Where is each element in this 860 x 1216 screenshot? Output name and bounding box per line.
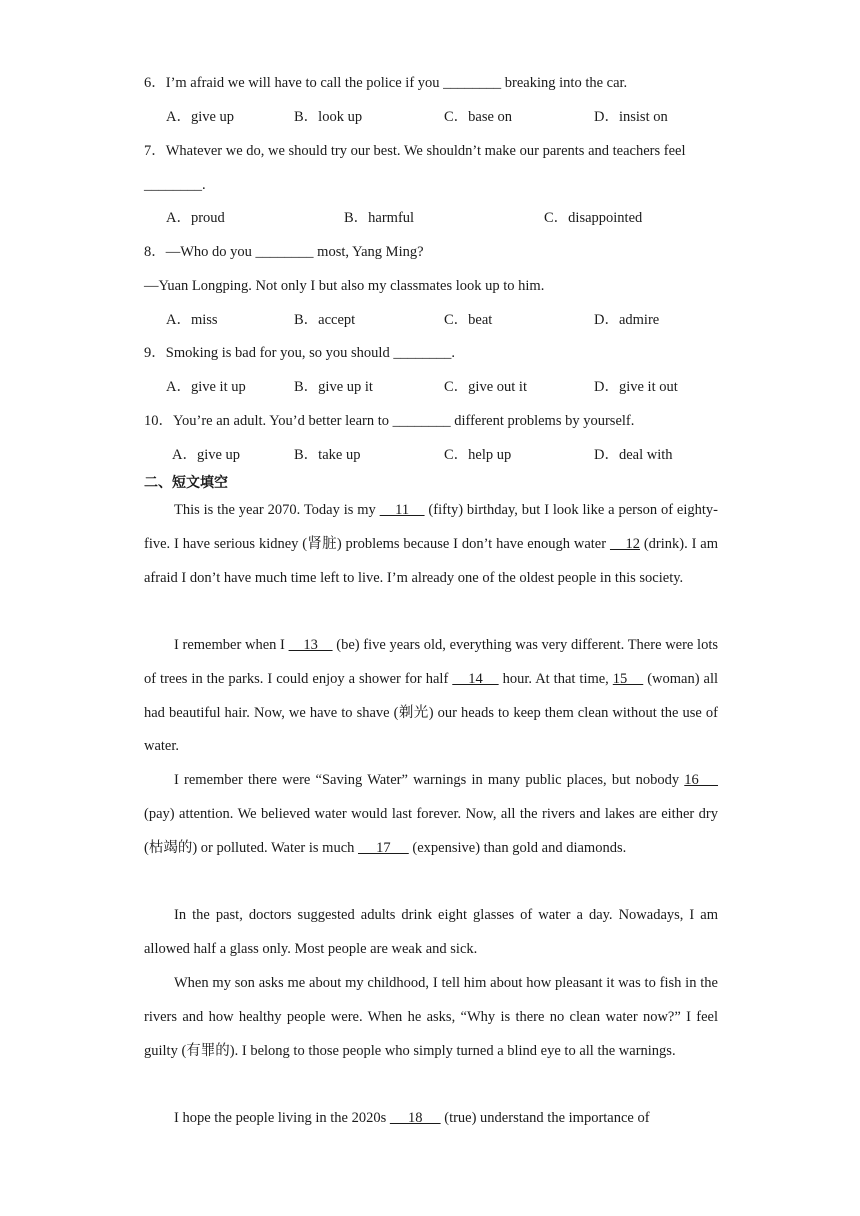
section-heading: 二、短文填空 (144, 475, 228, 491)
q8-option-d: D．admire (594, 312, 660, 328)
q9-option-d: D．give it out (594, 379, 678, 395)
passage-paragraph-3: I remember there were “Saving Water” warnings in many public places, but nobody 16 (pay) attention. We believed water would last forever. Now, all the rivers and lakes are either dry (枯竭的) or polluted. Water is much 17 (expensive) than gold and diamonds. (144, 772, 719, 856)
q6-option-a: A．give up (166, 109, 235, 125)
blank-16: 16 (684, 772, 719, 788)
q10-option-a: A．give up (172, 447, 241, 463)
question-8-stem-cont: —Yuan Longping. Not only I but also my classmates look up to him. (144, 278, 545, 294)
passage-paragraph-6: I hope the people living in the 2020s 18 (true) understand the importance of (174, 1110, 650, 1126)
passage-paragraph-2: I remember when I 13 (be) five years old, everything was very different. There were lots of trees in the parks. I could enjoy a shower for half 14 hour. At that time, 15 (woman) all had beautiful hair. Now, we have to shave (剃光) our heads to keep them clean without the use of water. (144, 637, 719, 755)
q7-option-a: A．proud (166, 210, 225, 226)
question-10-stem: 10．You’re an adult. You’d better learn to ________ different problems by yourself. (144, 413, 635, 429)
question-9-stem: 9．Smoking is bad for you, so you should ________. (144, 345, 455, 361)
passage-paragraph-5: When my son asks me about my childhood, I tell him about how pleasant it was to fish in the rivers and how healthy people were. When he asks, “Why is there no clean water now?” I feel guilty (有罪的). I belong to those people who simply turned a blind eye to all the warnings. (144, 975, 718, 1059)
blank-11: 11 (379, 502, 425, 518)
q7-option-c: C．disappointed (544, 210, 643, 226)
q10-option-b: B．take up (294, 447, 361, 463)
q8-option-a: A．miss (166, 312, 218, 328)
blank-13: 13 (288, 637, 333, 653)
q9-option-b: B．give up it (294, 379, 373, 395)
passage-paragraph-1: This is the year 2070. Today is my 11 (fifty) birthday, but I look like a person of eighty-five. I have serious kidney (肾脏) problems because I don’t have enough water 12 (drink). I am afraid I don’t have much time left to live. I’m already one of the oldest people in this society. (144, 502, 719, 586)
question-6-stem: 6．I’m afraid we will have to call the police if you ________ breaking into the car. (144, 75, 628, 91)
question-7-stem: 7．Whatever we do, we should try our best. We shouldn’t make our parents and teachers feel (144, 143, 686, 159)
blank-17: 17 (358, 839, 409, 856)
passage-paragraph-4: In the past, doctors suggested adults drink eight glasses of water a day. Nowadays, I am allowed half a glass only. Most people are weak and sick. (144, 907, 718, 957)
q7-option-b: B．harmful (344, 210, 415, 226)
question-7-stem-cont: ________. (144, 177, 206, 193)
blank-12: 12 (609, 535, 640, 552)
blank-14: 14 (452, 670, 499, 687)
q9-option-a: A．give it up (166, 379, 246, 395)
blank-15: 15 (612, 670, 644, 687)
q9-option-c: C．give out it (444, 379, 527, 395)
q10-option-c: C．help up (444, 447, 512, 463)
question-8-stem: 8．—Who do you ________ most, Yang Ming? (144, 244, 424, 260)
q6-option-c: C．base on (444, 109, 513, 125)
q8-option-b: B．accept (294, 312, 356, 328)
q6-option-b: B．look up (294, 109, 363, 125)
q10-option-d: D．deal with (594, 447, 673, 463)
q6-option-d: D．insist on (594, 109, 668, 125)
q8-option-c: C．beat (444, 312, 493, 328)
blank-18: 18 (389, 1110, 441, 1126)
